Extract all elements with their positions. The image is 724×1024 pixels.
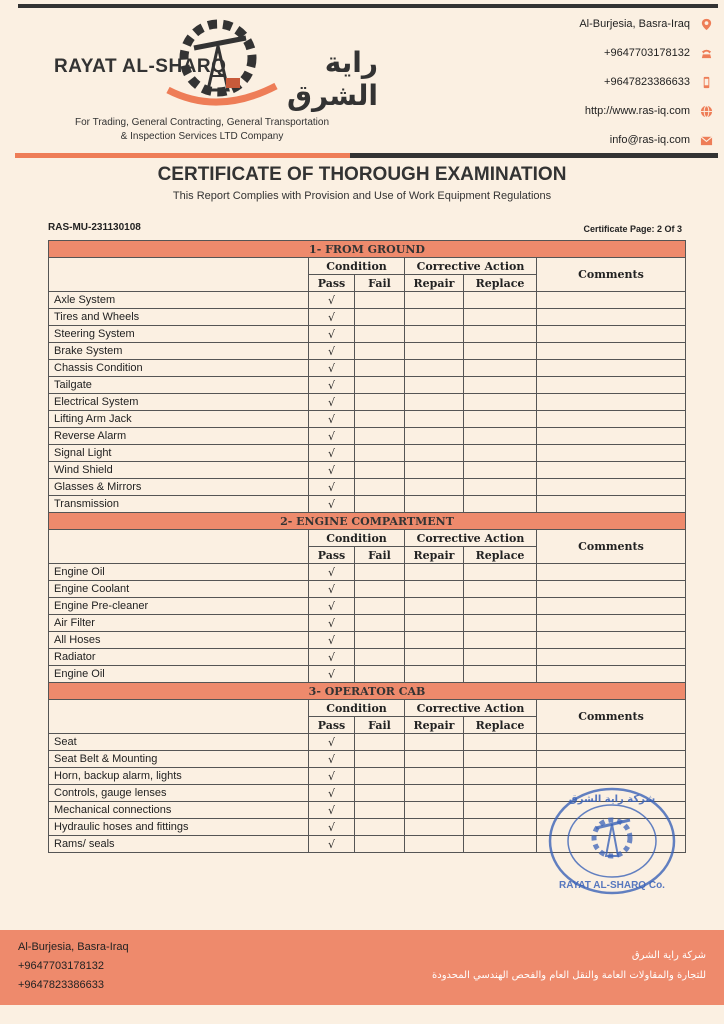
fail-cell: [355, 564, 405, 581]
inspection-item-name: Tailgate: [49, 377, 309, 394]
inspection-item-name: Controls, gauge lenses: [49, 785, 309, 802]
comments-cell: [537, 445, 686, 462]
column-group-row: [49, 700, 686, 717]
inspection-item-name: Engine Coolant: [49, 581, 309, 598]
inspection-row: [49, 462, 686, 479]
pass-check-cell: √: [309, 751, 355, 768]
pass-check-cell: √: [309, 649, 355, 666]
corrective-action-header: Corrective Action: [405, 700, 537, 717]
inspection-item-name: Axle System: [49, 292, 309, 309]
fail-cell: [355, 360, 405, 377]
comments-cell: [537, 768, 686, 785]
comments-cell: [537, 734, 686, 751]
inspection-item-name: Hydraulic hoses and fittings: [49, 819, 309, 836]
inspection-row: [49, 734, 686, 751]
fail-cell: [355, 377, 405, 394]
inspection-item-name: Radiator: [49, 649, 309, 666]
replace-cell: [464, 581, 537, 598]
comments-cell: [537, 581, 686, 598]
comments-cell: [537, 564, 686, 581]
replace-cell: [464, 649, 537, 666]
repair-header: Repair: [405, 717, 464, 734]
pass-check-cell: √: [309, 479, 355, 496]
comments-cell: [537, 666, 686, 683]
fail-cell: [355, 496, 405, 513]
pass-check-cell: √: [309, 836, 355, 853]
tagline-line-2: & Inspection Services LTD Company: [120, 131, 284, 142]
inspection-row: [49, 411, 686, 428]
fail-cell: [355, 462, 405, 479]
inspection-item-name: Signal Light: [49, 445, 309, 462]
reference-number: RAS-MU-231130108: [48, 222, 141, 233]
replace-cell: [464, 819, 537, 836]
header-divider-orange: [15, 153, 350, 158]
fail-cell: [355, 734, 405, 751]
inspection-row: [49, 496, 686, 513]
condition-header: Condition: [309, 258, 405, 275]
header-email[interactable]: info@ras-iq.com: [609, 134, 690, 146]
replace-cell: [464, 343, 537, 360]
column-group-row: [49, 258, 686, 275]
comments-cell: [537, 326, 686, 343]
comments-cell: [537, 360, 686, 377]
company-logo: [48, 18, 378, 113]
inspection-row: [49, 394, 686, 411]
fail-cell: [355, 581, 405, 598]
replace-header: Replace: [464, 547, 537, 564]
fail-cell: [355, 394, 405, 411]
fail-cell: [355, 666, 405, 683]
pass-check-cell: √: [309, 292, 355, 309]
repair-cell: [405, 326, 464, 343]
inspection-row: [49, 326, 686, 343]
replace-header: Replace: [464, 275, 537, 292]
condition-header: Condition: [309, 700, 405, 717]
comments-cell: [537, 598, 686, 615]
repair-cell: [405, 649, 464, 666]
company-stamp: [546, 786, 678, 896]
corrective-action-header: Corrective Action: [405, 530, 537, 547]
inspection-row: [49, 360, 686, 377]
fail-cell: [355, 445, 405, 462]
fail-header: Fail: [355, 717, 405, 734]
replace-cell: [464, 836, 537, 853]
repair-cell: [405, 819, 464, 836]
certificate-subtitle: This Report Complies with Provision and Use of Work Equipment Regulations: [172, 190, 552, 202]
phone-icon: [700, 47, 713, 60]
pass-check-cell: √: [309, 768, 355, 785]
footer-phone-2: +9647823386633: [18, 979, 104, 991]
inspection-item-name: Engine Oil: [49, 666, 309, 683]
section-table-engine-compartment: [48, 512, 686, 683]
certificate-title: CERTIFICATE OF THOROUGH EXAMINATION: [157, 164, 567, 185]
repair-header: Repair: [405, 275, 464, 292]
inspection-row: [49, 343, 686, 360]
repair-header: Repair: [405, 547, 464, 564]
stamp-text-en: RAYAT AL-SHARQ Co.: [559, 880, 665, 891]
header-divider-dark: [350, 153, 718, 158]
pass-check-cell: √: [309, 428, 355, 445]
fail-cell: [355, 428, 405, 445]
fail-header: Fail: [355, 275, 405, 292]
fail-cell: [355, 292, 405, 309]
condition-header: Condition: [309, 530, 405, 547]
inspection-row: [49, 292, 686, 309]
inspection-row: [49, 615, 686, 632]
comments-cell: [537, 428, 686, 445]
pass-check-cell: √: [309, 309, 355, 326]
repair-cell: [405, 309, 464, 326]
pass-check-cell: √: [309, 785, 355, 802]
section-header-row: [49, 683, 686, 700]
item-header-cell: [49, 700, 309, 734]
corrective-action-header: Corrective Action: [405, 258, 537, 275]
fail-cell: [355, 598, 405, 615]
replace-cell: [464, 479, 537, 496]
replace-cell: [464, 598, 537, 615]
comments-cell: [537, 615, 686, 632]
fail-cell: [355, 802, 405, 819]
comments-cell: [537, 649, 686, 666]
item-header-cell: [49, 530, 309, 564]
pass-header: Pass: [309, 547, 355, 564]
replace-cell: [464, 445, 537, 462]
inspection-row: [49, 445, 686, 462]
fail-cell: [355, 836, 405, 853]
comments-cell: [537, 377, 686, 394]
inspection-row: [49, 598, 686, 615]
inspection-item-name: Brake System: [49, 343, 309, 360]
repair-cell: [405, 428, 464, 445]
replace-cell: [464, 428, 537, 445]
repair-cell: [405, 615, 464, 632]
company-tagline: [52, 116, 352, 144]
comments-header: Comments: [537, 258, 686, 292]
company-name-en: RAYAT AL-SHARQ: [54, 56, 227, 77]
inspection-item-name: Steering System: [49, 326, 309, 343]
inspection-item-name: Mechanical connections: [49, 802, 309, 819]
repair-cell: [405, 377, 464, 394]
inspection-row: [49, 564, 686, 581]
repair-cell: [405, 496, 464, 513]
section-title: 3- OPERATOR CAB: [49, 683, 686, 700]
replace-cell: [464, 462, 537, 479]
repair-cell: [405, 598, 464, 615]
footer-band: [0, 930, 724, 1005]
fail-cell: [355, 785, 405, 802]
repair-cell: [405, 360, 464, 377]
fail-cell: [355, 649, 405, 666]
page-number: Certificate Page: 2 Of 3: [583, 224, 682, 234]
repair-cell: [405, 632, 464, 649]
pass-header: Pass: [309, 717, 355, 734]
footer-description-ar: للتجارة والمقاولات العامة والنقل العام والفحص الهندسي المحدودة: [432, 970, 706, 981]
replace-cell: [464, 632, 537, 649]
fail-cell: [355, 411, 405, 428]
header-phone-2: +9647823386633: [604, 76, 690, 88]
replace-cell: [464, 496, 537, 513]
replace-cell: [464, 802, 537, 819]
replace-cell: [464, 666, 537, 683]
repair-cell: [405, 734, 464, 751]
pass-check-cell: √: [309, 360, 355, 377]
inspection-item-name: Air Filter: [49, 615, 309, 632]
repair-cell: [405, 836, 464, 853]
repair-cell: [405, 292, 464, 309]
comments-cell: [537, 462, 686, 479]
comments-cell: [537, 479, 686, 496]
globe-icon: [700, 105, 713, 118]
footer-company-ar: شركة راية الشرق: [631, 950, 706, 961]
company-name-ar: راية الشرق: [286, 46, 378, 112]
comments-cell: [537, 394, 686, 411]
replace-cell: [464, 377, 537, 394]
fail-cell: [355, 309, 405, 326]
inspection-item-name: Seat: [49, 734, 309, 751]
replace-cell: [464, 360, 537, 377]
repair-cell: [405, 564, 464, 581]
section-title: 1- FROM GROUND: [49, 241, 686, 258]
pass-header: Pass: [309, 275, 355, 292]
comments-cell: [537, 496, 686, 513]
pass-check-cell: √: [309, 581, 355, 598]
inspection-item-name: Lifting Arm Jack: [49, 411, 309, 428]
comments-cell: [537, 343, 686, 360]
pass-check-cell: √: [309, 819, 355, 836]
comments-cell: [537, 411, 686, 428]
section-header-row: [49, 241, 686, 258]
pass-check-cell: √: [309, 377, 355, 394]
fail-cell: [355, 343, 405, 360]
replace-cell: [464, 411, 537, 428]
item-header-cell: [49, 258, 309, 292]
section-title: 2- ENGINE COMPARTMENT: [49, 513, 686, 530]
fail-cell: [355, 479, 405, 496]
replace-cell: [464, 309, 537, 326]
replace-cell: [464, 615, 537, 632]
pass-check-cell: √: [309, 564, 355, 581]
fail-cell: [355, 632, 405, 649]
inspection-item-name: Electrical System: [49, 394, 309, 411]
pass-check-cell: √: [309, 445, 355, 462]
repair-cell: [405, 802, 464, 819]
comments-header: Comments: [537, 700, 686, 734]
comments-cell: [537, 751, 686, 768]
column-group-row: [49, 530, 686, 547]
pass-check-cell: √: [309, 411, 355, 428]
repair-cell: [405, 581, 464, 598]
inspection-row: [49, 649, 686, 666]
replace-cell: [464, 751, 537, 768]
location-pin-icon: [700, 18, 713, 31]
repair-cell: [405, 343, 464, 360]
inspection-row: [49, 581, 686, 598]
header-phone-1: +9647703178132: [604, 47, 690, 59]
inspection-row: [49, 377, 686, 394]
replace-header: Replace: [464, 717, 537, 734]
replace-cell: [464, 292, 537, 309]
inspection-item-name: Transmission: [49, 496, 309, 513]
comments-cell: [537, 292, 686, 309]
inspection-item-name: Rams/ seals: [49, 836, 309, 853]
comments-cell: [537, 632, 686, 649]
pass-check-cell: √: [309, 802, 355, 819]
repair-cell: [405, 479, 464, 496]
inspection-row: [49, 479, 686, 496]
inspection-item-name: Engine Pre-cleaner: [49, 598, 309, 615]
pass-check-cell: √: [309, 326, 355, 343]
footer-phone-1: +9647703178132: [18, 960, 104, 972]
repair-cell: [405, 768, 464, 785]
fail-cell: [355, 819, 405, 836]
inspection-item-name: All Hoses: [49, 632, 309, 649]
inspection-item-name: Wind Shield: [49, 462, 309, 479]
repair-cell: [405, 462, 464, 479]
inspection-row: [49, 751, 686, 768]
repair-cell: [405, 445, 464, 462]
inspection-item-name: Chassis Condition: [49, 360, 309, 377]
inspection-item-name: Reverse Alarm: [49, 428, 309, 445]
repair-cell: [405, 751, 464, 768]
section-header-row: [49, 513, 686, 530]
fail-cell: [355, 768, 405, 785]
pass-check-cell: √: [309, 394, 355, 411]
top-rule: [18, 4, 718, 8]
pass-check-cell: √: [309, 615, 355, 632]
replace-cell: [464, 394, 537, 411]
replace-cell: [464, 768, 537, 785]
header-website[interactable]: http://www.ras-iq.com: [584, 105, 690, 117]
tagline-line-1: For Trading, General Contracting, General Transportation: [74, 117, 330, 128]
fail-cell: [355, 615, 405, 632]
mobile-phone-icon: [700, 76, 713, 89]
pass-check-cell: √: [309, 343, 355, 360]
replace-cell: [464, 564, 537, 581]
pass-check-cell: √: [309, 734, 355, 751]
pass-check-cell: √: [309, 496, 355, 513]
inspection-item-name: Glasses & Mirrors: [49, 479, 309, 496]
fail-header: Fail: [355, 547, 405, 564]
inspection-item-name: Tires and Wheels: [49, 309, 309, 326]
mail-icon: [700, 134, 713, 147]
inspection-item-name: Engine Oil: [49, 564, 309, 581]
replace-cell: [464, 734, 537, 751]
inspection-item-name: Horn, backup alarm, lights: [49, 768, 309, 785]
inspection-row: [49, 666, 686, 683]
inspection-row: [49, 632, 686, 649]
repair-cell: [405, 394, 464, 411]
pass-check-cell: √: [309, 598, 355, 615]
section-table-from-ground: [48, 240, 686, 513]
repair-cell: [405, 785, 464, 802]
fail-cell: [355, 326, 405, 343]
stamp-text-ar: شركة راية الشرق: [568, 794, 656, 805]
footer-address: Al-Burjesia, Basra-Iraq: [18, 941, 129, 953]
pass-check-cell: √: [309, 632, 355, 649]
fail-cell: [355, 751, 405, 768]
header-address: Al-Burjesia, Basra-Iraq: [579, 18, 690, 30]
replace-cell: [464, 785, 537, 802]
repair-cell: [405, 666, 464, 683]
inspection-item-name: Seat Belt & Mounting: [49, 751, 309, 768]
inspection-row: [49, 768, 686, 785]
comments-cell: [537, 309, 686, 326]
inspection-row: [49, 428, 686, 445]
repair-cell: [405, 411, 464, 428]
inspection-row: [49, 309, 686, 326]
comments-header: Comments: [537, 530, 686, 564]
pass-check-cell: √: [309, 666, 355, 683]
pass-check-cell: √: [309, 462, 355, 479]
replace-cell: [464, 326, 537, 343]
